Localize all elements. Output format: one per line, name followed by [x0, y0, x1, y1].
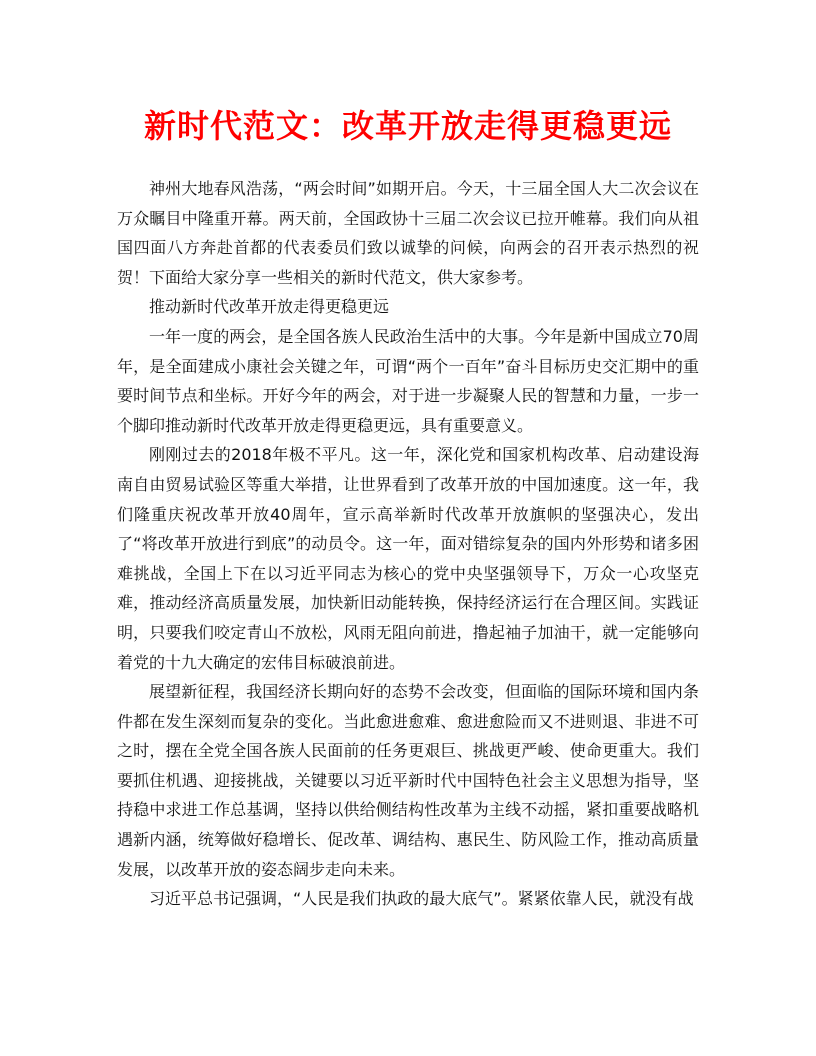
paragraph-two-sessions: 一年一度的两会，是全国各族人民政治生活中的大事。今年是新中国成立70周年，是全面建成小康社会关键之年，可谓“两个一百年”奋斗目标历史交汇期中的重要时间节点和坐标。开好今年的两会，对于进一步凝聚人民的智慧和力量，一步一个脚印推动新时代改革开放走得更稳更远，具有重要意义。: [117, 326, 699, 435]
paragraph-people: 习近平总书记强调，“人民是我们执政的最大底气”。紧紧依靠人民，就没有战: [149, 889, 694, 909]
paragraph-2018-review: 刚刚过去的2018年极不平凡。这一年，深化党和国家机构改革、启动建设海南自由贸易试验区等重大举措，让世界看到了改革开放的中国加速度。这一年，我们隆重庆祝改革开放40周年，宣示高举新时代改革开放旗帜的坚强决心，发出了“将改革开放进行到底”的动员令。这一年，面对错综复杂的国内外形势和诸多困难挑战，全国上下在以习近平同志为核心的党中央坚强领导下，万众一心攻坚克难，推动经济高质量发展，加快新旧动能转换，保持经济运行在合理区间。实践证明，只要我们咬定青山不放松，风雨无阻向前进，撸起袖子加油干，就一定能够向着党的十九大确定的宏伟目标破浪前进。: [117, 445, 699, 672]
document-body: [117, 174, 699, 914]
paragraph-intro: 神州大地春风浩荡，“两会时间”如期开启。今天，十三届全国人大二次会议在万众瞩目中隆重开幕。两天前，全国政协十三届二次会议已拉开帷幕。我们向从祖国四面八方奔赴首都的代表委员们致以诚挚的问候，向两会的召开表示热烈的祝贺！下面给大家分享一些相关的新时代范文，供大家参考。: [117, 179, 699, 287]
paragraph-outlook: 展望新征程，我国经济长期向好的态势不会改变，但面临的国际环境和国内条件都在发生深刻而复杂的变化。当此愈进愈难、愈进愈险而又不进则退、非进不可之时，摆在全党全国各族人民面前的任务更艰巨、挑战更严峻、使命更重大。我们要抓住机遇、迎接挑战，关键要以习近平新时代中国特色社会主义思想为指导，坚持稳中求进工作总基调，坚持以供给侧结构性改革为主线不动摇，紧扣重要战略机遇新内涵，统筹做好稳增长、促改革、调结构、惠民生、防风险工作，推动高质量发展，以改革开放的姿态阔步走向未来。: [117, 682, 699, 879]
document-title: 新时代范文：改革开放走得更稳更远: [143, 107, 672, 145]
paragraph-subheading: 推动新时代改革开放走得更稳更远: [149, 297, 390, 317]
